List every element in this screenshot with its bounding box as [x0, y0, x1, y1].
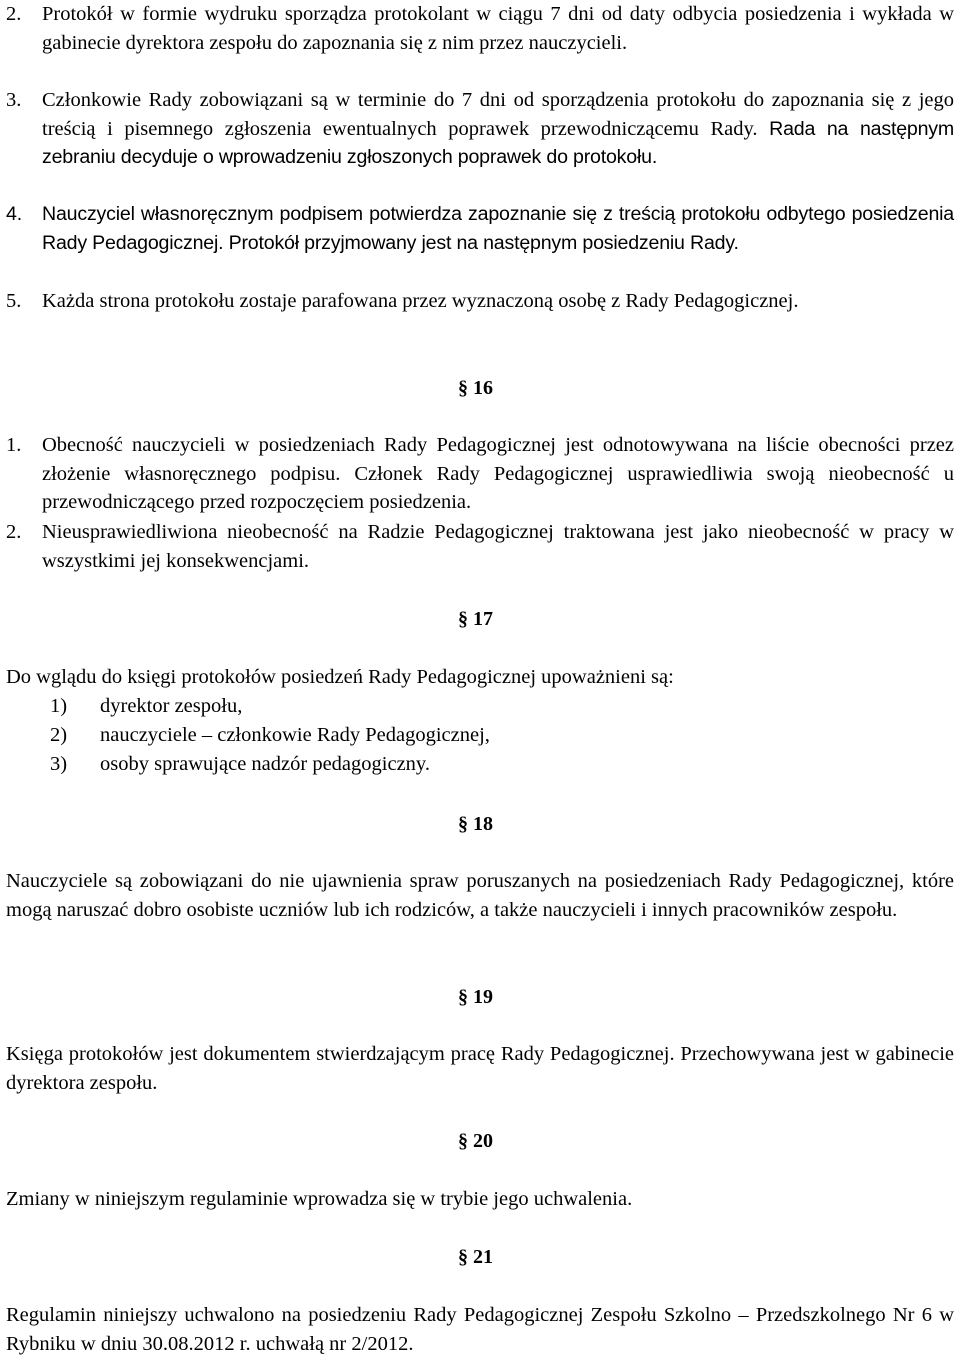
- list-item: [6, 0, 954, 57]
- list-item: [6, 431, 954, 517]
- list-item: [6, 86, 954, 172]
- item-text-part: Członkowie Rady zobowiązani są w terminie do 7 dni od sporządzenia protokołu do zapoznania się z jego treścią i pisemnego zgłoszenia ewentualnych poprawek przewodniczącemu Rady.: [42, 89, 954, 140]
- item-number: 1): [50, 695, 68, 717]
- item-number: 3.: [6, 89, 22, 111]
- item-number: 2.: [6, 521, 22, 543]
- section-heading: § 17: [458, 608, 493, 630]
- paragraph: Nauczyciele są zobowiązani do nie ujawnienia spraw poruszanych na posiedzeniach Rady Pedagogicznej, które mogą naruszać dobro osobiste uczniów lub ich rodziców, a także nauczycieli i innych pracowników zespołu.: [6, 870, 954, 921]
- item-number: 4.: [6, 203, 22, 225]
- paragraph: Regulamin niniejszy uchwalono na posiedzeniu Rady Pedagogicznej Zespołu Szkolno – Przedszkolnego Nr 6 w Rybniku w dniu 30.08.2012 r. uchwałą nr 2/2012.: [6, 1304, 954, 1355]
- list-item: [6, 200, 954, 257]
- item-number: 5.: [6, 290, 22, 312]
- item-text: nauczyciele – członkowie Rady Pedagogicznej,: [100, 724, 490, 746]
- paragraph: Zmiany w niniejszym regulaminie wprowadza się w trybie jego uchwalenia.: [6, 1188, 633, 1210]
- item-text: dyrektor zespołu,: [100, 695, 243, 717]
- item-text: Protokół w formie wydruku sporządza protokolant w ciągu 7 dni od daty odbycia posiedzenia i wykłada w gabinecie dyrektora zespołu do zapoznania się z nim przez nauczycieli.: [42, 3, 954, 54]
- list-item: [6, 287, 954, 316]
- item-text: Każda strona protokołu zostaje parafowana przez wyznaczoną osobę z Rady Pedagogicznej.: [42, 290, 799, 312]
- item-number: 2): [50, 724, 68, 746]
- item-number: 1.: [6, 434, 22, 456]
- item-text: [42, 86, 954, 172]
- section-heading: § 19: [458, 986, 493, 1008]
- item-text: osoby sprawujące nadzór pedagogiczny.: [100, 753, 430, 775]
- item-text: Obecność nauczycieli w posiedzeniach Rady Pedagogicznej jest odnotowywana na liście obecności przez złożenie własnoręcznego podpisu. Członek Rady Pedagogicznej usprawiedliwia swoją nieobecność u przewodniczącego przed rozpoczęciem posiedzenia.: [42, 434, 954, 514]
- item-text: Nauczyciel własnoręcznym podpisem potwierdza zapoznanie się z treścią protokołu odbytego posiedzenia Rady Pedagogicznej. Protokół przyjmowany jest na następnym posiedzeniu Rady.: [42, 203, 954, 254]
- section-heading: § 20: [458, 1130, 493, 1152]
- paragraph: Księga protokołów jest dokumentem stwierdzającym pracę Rady Pedagogicznej. Przechowywana jest w gabinecie dyrektora zespołu.: [6, 1043, 954, 1094]
- item-text: Nieusprawiedliwiona nieobecność na Radzie Pedagogicznej traktowana jest jako nieobecność w pracy w wszystkimi jej konsekwencjami.: [42, 521, 954, 572]
- paragraph: Do wglądu do księgi protokołów posiedzeń Rady Pedagogicznej upoważnieni są:: [6, 666, 674, 688]
- section-heading: § 16: [458, 377, 493, 399]
- item-text-part: Rada na następnym zebraniu decyduje o wprowadzeniu zgłoszonych poprawek do protokołu.: [42, 117, 955, 169]
- item-number: 3): [50, 753, 68, 775]
- section-heading: § 21: [458, 1246, 493, 1268]
- section-heading: § 18: [458, 813, 493, 835]
- item-number: 2.: [6, 3, 22, 25]
- list-item: [6, 518, 954, 575]
